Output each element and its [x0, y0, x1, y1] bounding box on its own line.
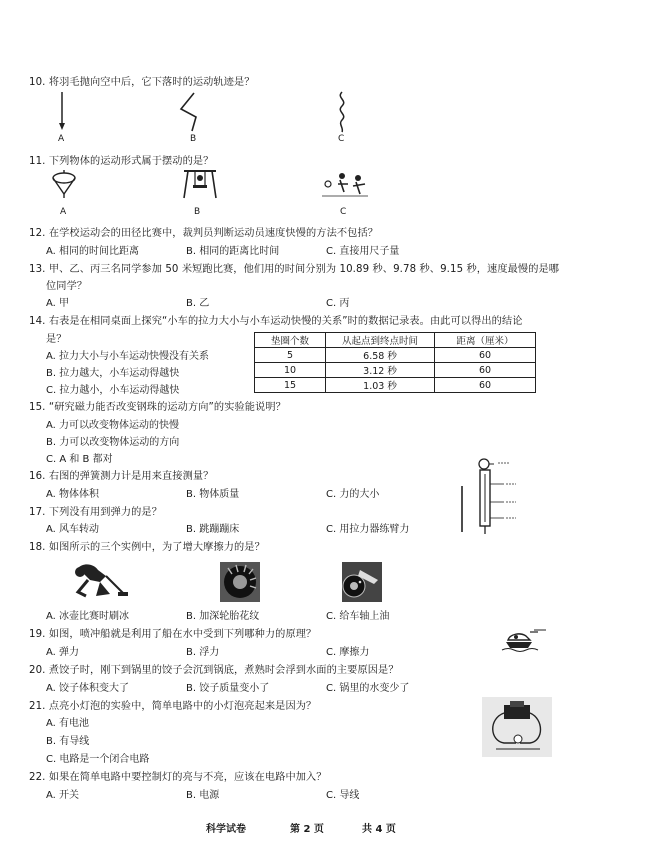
- q18-option-c: C. 给车轴上油: [326, 611, 390, 622]
- q11-label-c: C: [340, 207, 347, 217]
- q15-option-a: A. 力可以改变物体运动的快慢: [46, 420, 180, 431]
- question-13-stem-line2: 位同学？: [46, 281, 88, 292]
- circuit-bulb-icon: [482, 697, 552, 757]
- q22-option-c: C. 导线: [326, 790, 360, 801]
- q16-option-a: A. 物体体积: [46, 489, 100, 500]
- table-cell: 1.03 秒: [326, 378, 435, 393]
- oiling-axle-icon: [340, 560, 384, 604]
- q17-option-b: B. 跳蹦蹦床: [186, 524, 240, 535]
- table-cell: 60: [435, 378, 536, 393]
- q11-label-b: B: [194, 207, 201, 217]
- question-18-stem: 18. 如图所示的三个实例中，为了增大摩擦力的是？: [29, 542, 265, 553]
- question-14-stem-line1: 14. 右表是在相同桌面上探究“小车的拉力大小与小车运动快慢的关系”时的数据记录表。由此可以得出的结论: [29, 316, 523, 327]
- tire-tread-icon: [218, 560, 262, 604]
- footer-subject: 科学试卷: [206, 824, 246, 835]
- question-11-stem: 11. 下列物体的运动形式属于摆动的是？: [29, 156, 214, 167]
- q10-label-b: B: [190, 134, 197, 144]
- q19-option-c: C. 摩擦力: [326, 647, 370, 658]
- table-cell: 10: [255, 363, 326, 378]
- question-21-stem: 21. 点亮小灯泡的实验中，简单电路中的小灯泡亮起来是因为？: [29, 701, 317, 712]
- q17-option-a: A. 风车转动: [46, 524, 100, 535]
- q20-option-b: B. 饺子质量变小了: [186, 683, 270, 694]
- q14-option-c: C. 拉力越小，小车运动得越快: [46, 385, 180, 396]
- question-20-stem: 20. 煮饺子时，刚下到锅里的饺子会沉到锅底，煮熟时会浮到水面的主要原因是？: [29, 665, 399, 676]
- q12-option-c: C. 直接用尺子量: [326, 246, 400, 257]
- question-19-stem: 19. 如图，喷冲船就是利用了船在水中受到下列哪种力的原理？: [29, 629, 317, 640]
- q22-option-b: B. 电源: [186, 790, 220, 801]
- q13-option-c: C. 丙: [326, 298, 350, 309]
- table-cell: 6.58 秒: [326, 348, 435, 363]
- q20-option-c: C. 锅里的水变少了: [326, 683, 410, 694]
- question-13-stem-line1: 13. 甲、乙、丙三名同学参加 50 米短跑比赛，他们用的时间分别为 10.89 秒、9.78 秒、9.15 秒，速度最慢的是哪: [29, 264, 560, 275]
- footer-total-pages: 共 4 页: [362, 824, 396, 835]
- table-header-cell: 垫圈个数: [255, 333, 326, 348]
- table-header-row: [255, 333, 536, 348]
- table-row: [255, 363, 536, 378]
- table-cell: 5: [255, 348, 326, 363]
- table-row: [255, 348, 536, 363]
- curling-sweep-icon: [70, 562, 130, 602]
- table-header-cell: 从起点到终点时间: [326, 333, 435, 348]
- q15-option-b: B. 力可以改变物体运动的方向: [46, 437, 180, 448]
- cartwheel-figures-icon: [320, 170, 370, 198]
- q18-option-b: B. 加深轮胎花纹: [186, 611, 260, 622]
- question-10-stem: 10. 将羽毛抛向空中后，它下落时的运动轨迹是？: [29, 77, 255, 88]
- q19-option-b: B. 浮力: [186, 647, 220, 658]
- q12-option-b: B. 相同的距离比时间: [186, 246, 280, 257]
- q16-option-c: C. 力的大小: [326, 489, 380, 500]
- falling-path-curvy-icon: [334, 92, 354, 134]
- q18-option-a: A. 冰壶比赛时刷冰: [46, 611, 130, 622]
- jet-boat-icon: [500, 626, 548, 656]
- q19-option-a: A. 弹力: [46, 647, 80, 658]
- q15-option-c: C. A 和 B 都对: [46, 454, 113, 465]
- falling-path-zigzag-icon: [178, 93, 202, 133]
- q16-option-b: B. 物体质量: [186, 489, 240, 500]
- question-15-stem: 15. “研究磁力能否改变钢珠的运动方向”的实验能说明？: [29, 402, 286, 413]
- footer-page-number: 第 2 页: [290, 824, 324, 835]
- spring-scale-icon: [458, 456, 538, 536]
- q17-option-c: C. 用拉力器练臂力: [326, 524, 410, 535]
- q21-option-c: C. 电路是一个闭合电路: [46, 754, 150, 765]
- question-22-stem: 22. 如果在简单电路中要控制灯的亮与不亮，应该在电路中加入？: [29, 772, 327, 783]
- falling-path-straight-icon: [58, 92, 68, 132]
- q13-option-b: B. 乙: [186, 298, 210, 309]
- table-row: [255, 378, 536, 393]
- swing-icon: [182, 168, 218, 200]
- q20-option-a: A. 饺子体积变大了: [46, 683, 130, 694]
- q13-option-a: A. 甲: [46, 298, 70, 309]
- q14-option-b: B. 拉力越大，小车运动得越快: [46, 368, 180, 379]
- table-cell: 60: [435, 348, 536, 363]
- table-cell: 15: [255, 378, 326, 393]
- question-16-stem: 16. 右图的弹簧测力计是用来直接测量？: [29, 471, 214, 482]
- q11-label-a: A: [60, 207, 67, 217]
- q12-option-a: A. 相同的时间比距离: [46, 246, 140, 257]
- q10-label-c: C: [338, 134, 345, 144]
- q10-label-a: A: [58, 134, 65, 144]
- question-17-stem: 17. 下列没有用到弹力的是？: [29, 507, 163, 518]
- question-12-stem: 12. 在学校运动会的田径比赛中，裁判员判断运动员速度快慢的方法不包括？: [29, 228, 379, 239]
- speed-data-table: [254, 332, 536, 393]
- q22-option-a: A. 开关: [46, 790, 80, 801]
- q14-option-a: A. 拉力大小与小车运动快慢没有关系: [46, 351, 210, 362]
- question-14-stem-line2: 是？: [46, 334, 67, 345]
- q21-option-a: A. 有电池: [46, 718, 90, 729]
- table-cell: 60: [435, 363, 536, 378]
- spinning-top-icon: [50, 170, 78, 200]
- q21-option-b: B. 有导线: [46, 736, 90, 747]
- table-header-cell: 距离（厘米）: [435, 333, 536, 348]
- table-cell: 3.12 秒: [326, 363, 435, 378]
